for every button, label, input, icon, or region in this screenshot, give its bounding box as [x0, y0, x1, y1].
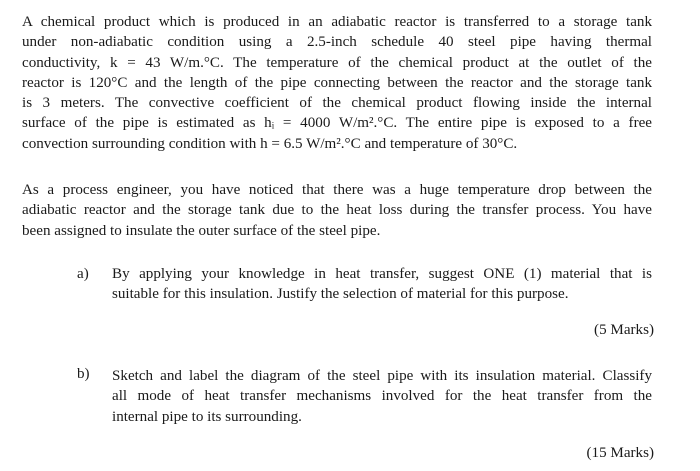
- task-context: [22, 180, 652, 241]
- question-a-marks: (5 Marks): [594, 322, 654, 338]
- text-line: suitable for this insulation. Justify the selection of material for this purpose.: [112, 286, 569, 303]
- question-a-text: [112, 264, 652, 305]
- problem-statement: [22, 12, 652, 154]
- question-b-label: b): [77, 366, 90, 382]
- text-line: reactor is 120°C and the length of the pipe connecting between the reactor and the storage tank: [22, 74, 652, 91]
- text-line: By applying your knowledge in heat transfer, suggest ONE (1) material that is: [112, 266, 652, 282]
- text-line: Sketch and label the diagram of the steel pipe with its insulation material. Classify: [112, 368, 652, 384]
- text-line: conductivity, k = 43 W/m.°C. The temperature of the chemical product at the outlet of the: [22, 54, 652, 71]
- text-line: convection surrounding condition with h = 6.5 W/m².°C and temperature of 30°C.: [22, 135, 518, 152]
- text-line: under non-adiabatic condition using a 2.5-inch schedule 40 steel pipe having thermal: [22, 34, 652, 51]
- text-line: all mode of heat transfer mechanisms involved for the heat transfer from the: [112, 388, 652, 405]
- text-line: been assigned to insulate the outer surface of the steel pipe.: [22, 222, 381, 239]
- text-line: surface of the pipe is estimated as hᵢ = 4000 W/m².°C. The entire pipe is exposed to a free: [22, 115, 652, 132]
- question-b-text: [112, 366, 652, 427]
- text-line: adiabatic reactor and the storage tank due to the heat loss during the transfer process. You have: [22, 202, 652, 219]
- text-line: internal pipe to its surrounding.: [112, 408, 302, 425]
- text-line: As a process engineer, you have noticed that there was a huge temperature drop between the: [22, 182, 652, 198]
- question-a-label: a): [77, 266, 89, 282]
- question-b-marks: (15 Marks): [586, 445, 654, 461]
- text-line: is 3 meters. The convective coefficient of the chemical product flowing inside the internal: [22, 95, 652, 112]
- text-line: A chemical product which is produced in an adiabatic reactor is transferred to a storage tank: [22, 14, 652, 30]
